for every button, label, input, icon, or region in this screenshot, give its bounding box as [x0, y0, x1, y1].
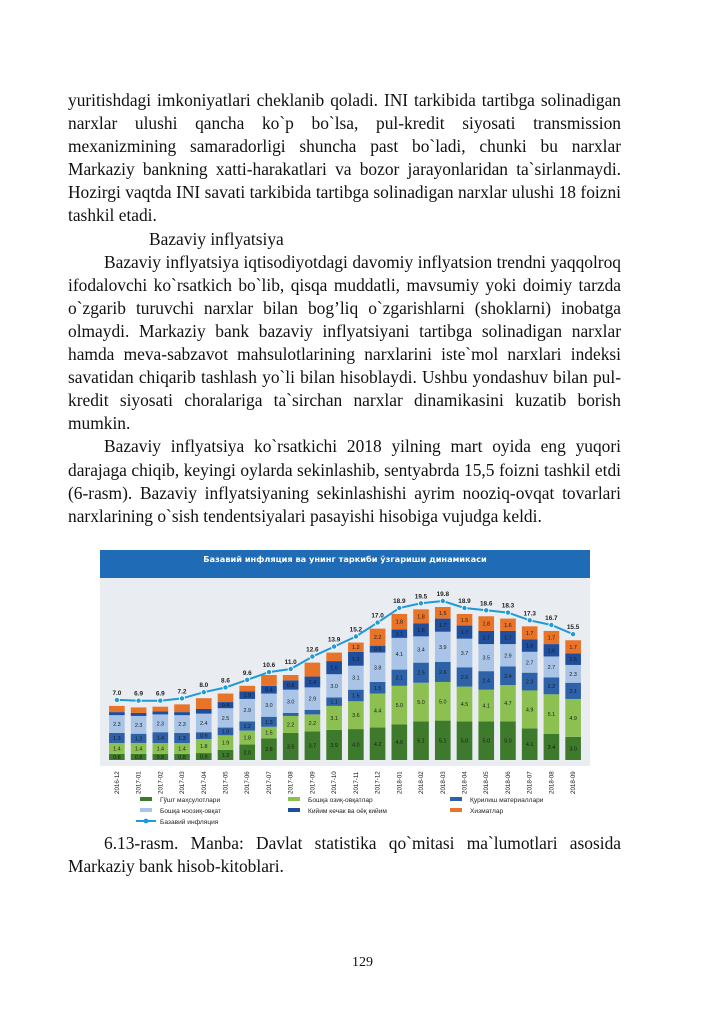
segment-label: 1.9	[221, 740, 230, 747]
x-tick-label: 2018-01	[396, 771, 404, 794]
segment-label: 3.1	[352, 675, 360, 682]
bar-segment-services	[239, 686, 255, 691]
legend-label: Бошқа озиқ-овқатлар	[308, 797, 373, 804]
core-inflation-label: 19.8	[436, 591, 450, 598]
legend-label: Кийим кечак ва оёқ кийим	[308, 808, 387, 815]
segment-label: 0.8	[134, 754, 143, 761]
segment-label: 3.7	[460, 650, 469, 657]
segment-label: 4.6	[395, 740, 404, 747]
segment-label: 1.8	[395, 619, 404, 626]
segment-label: 2.6	[460, 674, 469, 681]
body-text-block-1	[68, 89, 621, 528]
segment-label: 1.4	[178, 746, 186, 753]
x-tick-label: 2018-08	[548, 771, 556, 794]
x-tick-label: 2016-12	[113, 771, 121, 794]
section-heading: Bazaviy inflyatsiya	[149, 228, 284, 249]
segment-label: 1.1	[330, 699, 338, 706]
bar-segment-clothes	[196, 709, 212, 714]
segment-label: 4.1	[395, 651, 404, 658]
segment-label: 1.7	[482, 635, 490, 642]
core-inflation-label: 7.0	[112, 689, 122, 697]
core-inflation-point	[201, 690, 206, 695]
segment-label: 3.4	[547, 744, 556, 751]
segment-label: 0.8	[156, 754, 165, 761]
segment-label: 2.9	[308, 696, 317, 703]
segment-label: 2.2	[373, 635, 382, 642]
segment-label: 3.8	[373, 665, 382, 672]
core-inflation-label: 17.0	[371, 612, 384, 620]
segment-label: 1.7	[569, 644, 577, 651]
segment-label: 4.5	[460, 701, 469, 708]
figure-caption: 6.13-rasm. Manba: Davlat statistika qo`mitasi ma`lumotlari asosida Markaziy bank hisob-kitoblari.	[68, 833, 621, 877]
x-tick-label: 2018-02	[418, 771, 425, 794]
x-tick-label: 2017-03	[179, 771, 186, 794]
segment-label: 5.0	[395, 703, 404, 710]
segment-label: 0.8	[113, 754, 121, 761]
segment-label: 0.8	[178, 754, 186, 761]
segment-label: 2.5	[417, 670, 425, 677]
segment-label: 2.5	[221, 715, 230, 722]
core-inflation-label: 18.9	[458, 598, 471, 605]
plot-area	[100, 578, 590, 766]
segment-label: 1.5	[373, 685, 382, 692]
core-inflation-label: 18.3	[501, 602, 515, 610]
segment-label: 1.3	[221, 752, 230, 759]
segment-label: 1.5	[569, 657, 577, 664]
segment-label: 1.6	[547, 648, 556, 655]
segment-label: 1.5	[265, 730, 273, 737]
x-tick-label: 2017-10	[331, 771, 339, 794]
segment-label: 2.3	[525, 679, 534, 686]
segment-label: 0.8	[286, 683, 295, 690]
segment-label: 4.1	[482, 703, 490, 710]
segment-label: 1.3	[265, 719, 273, 726]
segment-label: 2.9	[504, 653, 512, 660]
core-inflation-point	[462, 605, 467, 610]
legend-swatch	[288, 797, 300, 801]
segment-label: 2.7	[525, 660, 534, 667]
x-tick-label: 2017-08	[287, 771, 295, 794]
core-inflation-point	[549, 622, 554, 627]
core-inflation-point	[245, 677, 250, 682]
segment-label: 1.4	[308, 679, 317, 686]
segment-label: 2.4	[482, 678, 490, 685]
core-inflation-point	[484, 608, 489, 613]
bar-segment-services	[174, 704, 190, 712]
segment-label: 5.1	[439, 738, 447, 745]
segment-label: 5.0	[482, 738, 490, 745]
x-tick-label: 2017-05	[222, 771, 230, 794]
core-inflation-point	[375, 620, 380, 625]
segment-label: 2.2	[547, 683, 556, 690]
core-inflation-label: 15.2	[349, 626, 363, 634]
segment-label: 4.0	[352, 742, 360, 749]
core-inflation-label: 7.2	[177, 688, 187, 696]
segment-label: 4.9	[569, 715, 577, 722]
x-tick-label: 2018-05	[483, 771, 491, 794]
core-inflation-label: 19.5	[414, 593, 428, 601]
segment-label: 2.3	[178, 722, 186, 729]
bar-segment-services	[131, 707, 147, 712]
bar-segment-construction	[283, 713, 299, 716]
core-inflation-point	[310, 654, 315, 659]
page-number: 129	[352, 955, 373, 970]
segment-label: 3.5	[482, 655, 490, 662]
segment-label: 3.6	[352, 713, 360, 720]
bar-segment-clothes	[131, 713, 147, 716]
segment-label: 2.9	[243, 708, 251, 715]
legend-swatch	[450, 808, 462, 812]
core-inflation-label: 15.5	[566, 624, 580, 632]
bar-segment-services	[153, 707, 169, 712]
segment-label: 3.1	[330, 715, 338, 722]
segment-label: 3.0	[265, 703, 273, 710]
segment-label: 1.3	[178, 735, 186, 742]
x-tick-label: 2018-03	[439, 771, 447, 794]
x-tick-label: 2017-07	[266, 771, 273, 794]
paragraph-1: yuritishdagi imkoniyatlari cheklanib qoladi. INI tarkibida tartibga solinadigan narxlar ulushi qancha ko`p bo`lsa, pul-kredit siyosati transmission mexanizmining samaradorligi shuncha past bo`ladi, chunki bu narxlar Markaziy bankning xatti-harakatlari va bozor jarayonlaridan ta`sirlanmaydi. Hozirgi vaqtda INI savati tarkibida tartibga solinadigan narxlar ulushi 18 foizni tashkil etadi.	[68, 90, 621, 226]
segment-label: 2.3	[113, 722, 121, 729]
legend-swatch	[140, 808, 152, 812]
bar-segment-clothes	[174, 712, 190, 715]
core-inflation-point	[266, 670, 271, 675]
legend-label: Базавий инфляция	[160, 819, 219, 826]
segment-label: 5.0	[504, 738, 512, 745]
legend-swatch	[450, 797, 462, 801]
segment-label: 1.4	[156, 746, 165, 753]
segment-label: 1.5	[460, 617, 469, 624]
core-inflation-point	[527, 618, 532, 623]
core-inflation-label: 6.9	[155, 690, 165, 698]
segment-label: 2.1	[569, 688, 577, 695]
legend-label: Қурилиш материаллари	[470, 797, 544, 804]
segment-label: 1.5	[352, 693, 360, 700]
core-inflation-label: 12.6	[306, 646, 319, 654]
core-inflation-label: 18.6	[479, 600, 493, 608]
segment-label: 5.0	[460, 738, 469, 745]
segment-label: 3.5	[286, 744, 295, 751]
segment-label: 4.2	[373, 741, 382, 748]
legend-marker	[144, 819, 149, 824]
legend-swatch	[288, 808, 300, 812]
x-tick-label: 2018-04	[461, 771, 469, 794]
segment-label: 1.4	[156, 735, 165, 742]
core-inflation-label: 17.3	[523, 610, 536, 618]
legend-label: Гўшт маҳсулотлари	[160, 797, 221, 804]
core-inflation-point	[505, 610, 510, 615]
segment-label: 0.9	[200, 733, 208, 740]
segment-label: 1.7	[547, 635, 556, 642]
segment-label: 1.6	[504, 622, 512, 629]
core-inflation-label: 10.6	[262, 662, 276, 670]
core-inflation-label: 6.9	[134, 690, 144, 698]
segment-label: 2.2	[308, 720, 317, 727]
bar-segment-services	[326, 653, 342, 662]
x-tick-label: 2017-02	[157, 771, 165, 794]
segment-label: 5.0	[417, 700, 425, 707]
core-inflation-point	[397, 605, 402, 610]
x-tick-label: 2017-11	[352, 771, 360, 794]
x-tick-label: 2017-09	[309, 771, 317, 794]
segment-label: 3.0	[569, 746, 577, 753]
x-tick-label: 2017-12	[374, 771, 382, 794]
segment-label: 1.2	[352, 656, 360, 663]
segment-label: 2.3	[156, 721, 165, 728]
segment-label: 5.1	[417, 738, 425, 745]
core-inflation-point	[136, 698, 141, 703]
segment-label: 4.4	[373, 708, 382, 715]
segment-label: 2.1	[395, 675, 404, 682]
bar-segment-services	[109, 706, 125, 712]
bar-segment-construction	[305, 710, 321, 715]
segment-label: 1.6	[330, 665, 338, 672]
segment-label: 2.0	[243, 750, 251, 757]
segment-label: 1.0	[221, 729, 230, 736]
segment-label: 4.9	[525, 707, 534, 714]
segment-label: 2.8	[265, 747, 273, 754]
segment-label: 1.6	[525, 643, 534, 650]
core-inflation-label: 8.6	[221, 677, 230, 685]
segment-label: 1.1	[395, 631, 404, 638]
segment-label: 2.3	[569, 671, 577, 678]
core-inflation-point	[440, 598, 445, 603]
segment-label: 2.4	[504, 673, 512, 680]
segment-label: 3.9	[439, 644, 447, 651]
segment-label: 1.4	[134, 746, 143, 753]
segment-label: 1.2	[243, 724, 251, 730]
core-inflation-point	[571, 632, 576, 637]
figure-chart	[100, 550, 590, 826]
core-inflation-point	[353, 634, 358, 639]
core-inflation-label: 13.9	[327, 636, 341, 644]
segment-label: 1.2	[352, 645, 360, 652]
segment-label: 2.7	[547, 664, 556, 671]
core-inflation-point	[332, 644, 337, 649]
bar-segment-clothes	[109, 712, 125, 715]
x-tick-label: 2017-04	[200, 771, 208, 794]
figure-caption-block	[68, 832, 621, 878]
segment-label: 1.2	[134, 736, 143, 743]
bar-segment-services	[196, 698, 212, 709]
segment-label: 1.8	[482, 621, 490, 628]
x-tick-label: 2018-09	[570, 771, 578, 794]
segment-label: 1.4	[113, 746, 121, 753]
core-inflation-point	[114, 697, 119, 702]
segment-label: 1.7	[460, 630, 469, 637]
bar-segment-clothes	[153, 711, 169, 714]
segment-label: 5.0	[439, 699, 447, 706]
core-inflation-point	[158, 698, 163, 703]
segment-label: 2.3	[134, 722, 143, 729]
segment-label: 2.6	[439, 669, 447, 676]
paragraph-3: Bazaviy inflyatsiya ko`rsatkichi 2018 yilning mart oyida eng yuqori darajaga chiqib, keyingi oylarda sekinlashib, sentyabrda 15,5 foizni tashkil etdi (6-rasm). Bazaviy inflyatsiyaning sekinlashishi ayrim nooziq-ovqat tovarlari narxlarining o`sish tendentsiyalari pasayishi hisobiga vujudga keldi.	[68, 436, 621, 526]
bar-segment-services	[305, 663, 321, 677]
bar-segment-services	[261, 675, 277, 686]
core-inflation-label: 11.0	[284, 659, 297, 666]
segment-label: 4.7	[504, 701, 512, 708]
segment-label: 3.9	[330, 742, 338, 749]
segment-label: 1.8	[417, 614, 425, 621]
segment-label: 0.9	[373, 647, 382, 654]
segment-label: 1.7	[439, 623, 447, 630]
segment-label: 2.4	[200, 720, 208, 727]
segment-label: 3.0	[286, 699, 295, 706]
segment-label: 1.7	[504, 635, 512, 642]
segment-label: 0.4	[221, 703, 230, 710]
segment-label: 1.7	[525, 630, 534, 637]
core-inflation-label: 9.6	[242, 669, 252, 677]
segment-label: 3.7	[308, 743, 317, 750]
legend-label: Хизматлар	[470, 808, 504, 815]
segment-label: 1.0	[243, 693, 251, 700]
legend-swatch	[140, 797, 152, 801]
core-inflation-label: 18.9	[393, 598, 406, 605]
segment-label: 2.2	[286, 722, 295, 729]
segment-label: 1.8	[243, 735, 251, 742]
x-tick-label: 2018-07	[526, 771, 534, 794]
legend-label: Бошқа ноозиқ-овқат	[160, 808, 221, 815]
x-tick-label: 2017-06	[244, 771, 252, 794]
paragraph-2: Bazaviy inflyatsiya iqtisodiyotdagi davomiy inflyatsion trendni yaqqolroq ifodalovchi ko`rsatkich bo`lib, qisqa muddatli, mavsumiy yoki doimiy tarzda o`zgarib turuvchi narxlar bilan bog’liq o`zgarishlarni (shoklarni) inobatga olmaydi. Markaziy bank bazaviy inflyatsiyani tartibga solinadigan narxlar hamda meva-sabzavot mahsulotlarining narxlarini iste`mol narxlari indeksi savatidan chiqarib tashlash yo`li bilan hisoblaydi. Ushbu yondashuv bilan pul-kredit siyosati choralariga ta`sirchan narxlar dinamikasini kuzatib borish mumkin.	[68, 251, 621, 434]
segment-label: 0.4	[265, 687, 273, 694]
x-tick-label: 2018-06	[505, 771, 512, 794]
core-inflation-label: 8.0	[199, 682, 209, 690]
segment-label: 0.9	[200, 754, 208, 761]
segment-label: 1.8	[200, 744, 208, 751]
segment-label: 1.5	[439, 610, 447, 617]
chart-legend	[136, 796, 544, 826]
chart-title: Базавий инфляция ва унинг таркиби ўзгариши динамикаси	[203, 554, 487, 564]
segment-label: 3.0	[330, 683, 338, 690]
segment-label: 4.1	[525, 742, 534, 749]
core-inflation-point	[288, 666, 293, 671]
core-inflation-point	[179, 696, 184, 701]
stacked-bar-line-chart	[100, 550, 590, 826]
segment-label: 1.6	[417, 627, 425, 634]
bar-segment-services	[218, 694, 234, 703]
core-inflation-label: 16.7	[545, 615, 558, 622]
segment-label: 3.4	[417, 647, 425, 654]
x-tick-label: 2017-01	[135, 771, 143, 794]
core-inflation-point	[223, 685, 228, 690]
core-inflation-point	[418, 601, 423, 606]
segment-label: 1.3	[113, 735, 121, 742]
bar-segment-services	[283, 675, 299, 680]
segment-label: 5.1	[547, 712, 556, 719]
